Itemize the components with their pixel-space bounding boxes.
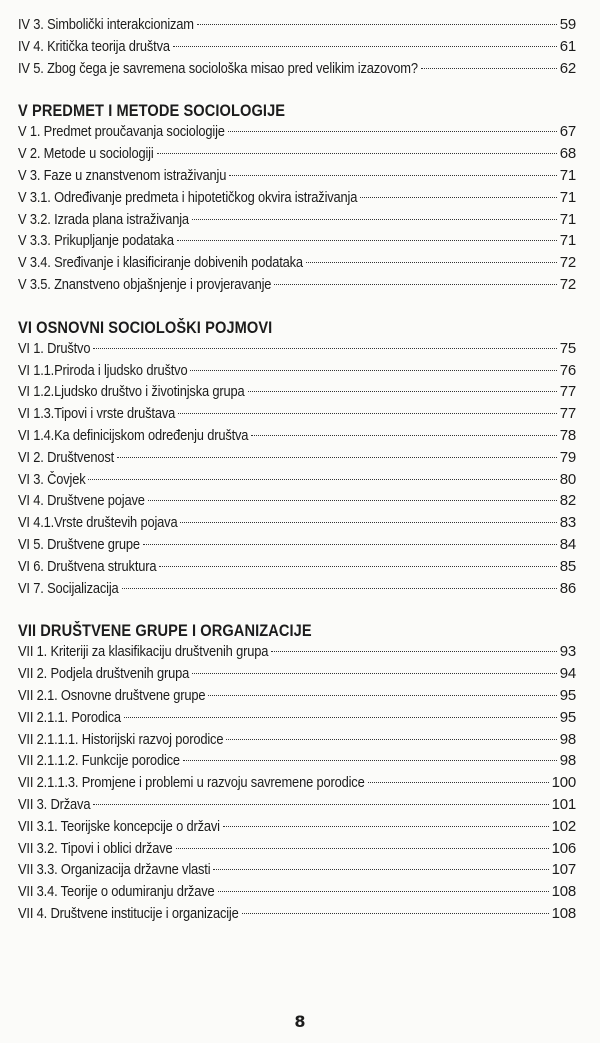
dot-leader	[192, 219, 557, 220]
toc-entry-page: 71	[559, 188, 576, 206]
toc-entry-page: 82	[559, 492, 576, 510]
toc-entry	[18, 772, 576, 794]
page-number: 8	[294, 1012, 306, 1031]
dot-leader	[176, 848, 549, 849]
toc-entry-label: VII 2.1.1.3. Promjene i problemi u razvoju savremene porodice	[18, 774, 365, 792]
toc-entry-label: VII 2.1. Osnovne društvene grupe	[18, 686, 206, 704]
toc-entry	[18, 816, 576, 838]
toc-entry-label: V 3.5. Znanstveno objašnjenje i provjeravanje	[18, 275, 272, 293]
toc-entry-page: 95	[559, 708, 576, 726]
toc-entry	[18, 838, 576, 860]
toc-entry-label: V 3.1. Određivanje predmeta i hipotetičkog okvira istraživanja	[18, 188, 358, 206]
toc-entry	[18, 425, 576, 447]
toc-entry-label: VI 1. Društvo	[18, 339, 91, 357]
dot-leader	[229, 175, 557, 176]
toc-entry-label: V 1. Predmet proučavanja sociologije	[18, 123, 225, 141]
toc-entry-page: 101	[551, 795, 576, 813]
toc-entry	[18, 534, 576, 556]
toc-entry	[18, 230, 576, 252]
toc-intro-entries	[18, 14, 576, 79]
toc-entry	[18, 403, 576, 425]
dot-leader	[226, 739, 556, 740]
toc-entry	[18, 881, 576, 903]
toc-entry	[18, 36, 576, 58]
toc-sections	[18, 79, 576, 924]
section-heading: V PREDMET I METODE SOCIOLOGIJE	[18, 101, 286, 121]
dot-leader	[208, 695, 556, 696]
dot-leader	[88, 479, 556, 480]
dot-leader	[117, 457, 557, 458]
toc-entry-page: 77	[559, 383, 576, 401]
dot-leader	[271, 651, 556, 652]
toc-entry	[18, 381, 576, 403]
toc-entry-label: VI 3. Čovjek	[18, 470, 86, 488]
dot-leader	[159, 566, 556, 567]
toc-entry-page: 76	[559, 361, 576, 379]
toc-entry	[18, 903, 576, 925]
toc-entry	[18, 143, 576, 165]
toc-entry	[18, 512, 576, 534]
dot-leader	[421, 68, 557, 69]
toc-entry-page: 78	[559, 426, 576, 444]
toc-entry-label: V 3.2. Izrada plana istraživanja	[18, 210, 189, 228]
section-heading: VI OSNOVNI SOCIOLOŠKI POJMOVI	[18, 317, 273, 337]
toc-entry-page: 108	[551, 883, 576, 901]
dot-leader	[306, 262, 557, 263]
toc-entry-page: 68	[559, 145, 576, 163]
dot-leader	[157, 153, 557, 154]
toc-entry	[18, 556, 576, 578]
toc-entry-page: 72	[559, 254, 576, 272]
toc-entry	[18, 794, 576, 816]
toc-entry	[18, 274, 576, 296]
dot-leader	[173, 46, 557, 47]
toc-entry-label: IV 4. Kritička teorija društva	[18, 37, 170, 55]
dot-leader	[124, 717, 557, 718]
toc-entry	[18, 187, 576, 209]
toc-entry-page: 98	[559, 752, 576, 770]
toc-entry-label: VI 1.2.Ljudsko društvo i životinjska grupa	[18, 383, 245, 401]
toc-entry-page: 71	[559, 166, 576, 184]
toc-entry-page: 106	[551, 839, 576, 857]
dot-leader	[274, 284, 556, 285]
toc-entry	[18, 578, 576, 600]
dot-leader	[178, 413, 557, 414]
toc-entry-label: VII 3.3. Organizacija državne vlasti	[18, 861, 211, 879]
toc-entry	[18, 14, 576, 36]
dot-leader	[190, 370, 556, 371]
toc-entry-page: 86	[559, 579, 576, 597]
toc-entry-page: 62	[559, 59, 576, 77]
toc-entry	[18, 58, 576, 80]
toc-entry-label: V 2. Metode u sociologiji	[18, 145, 154, 163]
toc-entry-label: VI 1.1.Priroda i ljudsko društvo	[18, 361, 188, 379]
dot-leader	[143, 544, 557, 545]
dot-leader	[148, 500, 557, 501]
dot-leader	[180, 522, 556, 523]
toc-entry-page: 107	[551, 861, 576, 879]
toc-entry	[18, 490, 576, 512]
dot-leader	[251, 435, 556, 436]
toc-entry-label: VII 2. Podjela društvenih grupa	[18, 665, 190, 683]
toc-entry-page: 94	[559, 665, 576, 683]
toc-entry-label: VI 1.3.Tipovi i vrste društava	[18, 405, 176, 423]
toc-entry	[18, 707, 576, 729]
toc-entry-label: VI 4.1.Vrste društevih pojava	[18, 514, 178, 532]
toc-entry-page: 93	[559, 643, 576, 661]
toc-entry-label: VII 1. Kriteriji za klasifikaciju društvenih grupa	[18, 643, 269, 661]
dot-leader	[360, 197, 556, 198]
toc-entry-page: 72	[559, 275, 576, 293]
toc-entry-page: 71	[559, 232, 576, 250]
toc-entry-page: 85	[559, 557, 576, 575]
toc-entry-label: VI 7. Socijalizacija	[18, 579, 119, 597]
toc-entry-label: VI 6. Društvena struktura	[18, 557, 157, 575]
dot-leader	[248, 391, 557, 392]
toc-entry-label: IV 3. Simbolički interakcionizam	[18, 16, 194, 33]
toc-entry	[18, 469, 576, 491]
toc-entry-label: VII 3.4. Teorije o odumiranju države	[18, 883, 215, 901]
dot-leader	[218, 891, 549, 892]
dot-leader	[223, 826, 549, 827]
toc-entry-label: VI 1.4.Ka definicijskom određenju društva	[18, 426, 249, 444]
toc-entry	[18, 447, 576, 469]
toc-entry-page: 108	[551, 904, 576, 922]
toc-entry-page: 79	[559, 448, 576, 466]
section-heading: VII DRUŠTVENE GRUPE I ORGANIZACIJE	[18, 621, 312, 641]
dot-leader	[93, 348, 556, 349]
section-gap	[18, 79, 576, 100]
dot-leader	[368, 782, 549, 783]
toc-entry-label: VII 2.1.1.1. Historijski razvoj porodice	[18, 730, 224, 748]
toc-entry-page: 61	[559, 37, 576, 55]
toc-entry-label: VII 4. Društvene institucije i organizacije	[18, 904, 239, 922]
toc-entry-page: 95	[559, 686, 576, 704]
toc-entry-page: 59	[559, 16, 576, 33]
toc-entry	[18, 252, 576, 274]
toc-entry-page: 75	[559, 339, 576, 357]
toc-entry	[18, 750, 576, 772]
dot-leader	[228, 131, 557, 132]
dot-leader	[183, 760, 557, 761]
toc-entry-label: IV 5. Zbog čega je savremena sociološka misao pred velikim izazovom?	[18, 59, 418, 77]
toc-entry	[18, 685, 576, 707]
toc-entry-page: 67	[559, 123, 576, 141]
toc-entry-label: V 3.4. Sređivanje i klasificiranje dobivenih podataka	[18, 254, 303, 272]
toc-entry	[18, 209, 576, 231]
toc-entry-page: 83	[559, 514, 576, 532]
dot-leader	[122, 588, 557, 589]
toc-entry-label: VII 2.1.1. Porodica	[18, 708, 121, 726]
toc-entry-label: VII 2.1.1.2. Funkcije porodice	[18, 752, 180, 770]
toc-entry	[18, 641, 576, 663]
toc-entry-label: VII 3.1. Teorijske koncepcije o državi	[18, 817, 220, 835]
toc-entry-page: 71	[559, 210, 576, 228]
section-gap	[18, 599, 576, 620]
toc-entry	[18, 360, 576, 382]
toc-entry-page: 102	[551, 817, 576, 835]
dot-leader	[93, 804, 548, 805]
toc-entry	[18, 663, 576, 685]
dot-leader	[213, 869, 548, 870]
toc-entry-label: VI 4. Društvene pojave	[18, 492, 145, 510]
toc-entry-page: 80	[559, 470, 576, 488]
dot-leader	[242, 913, 549, 914]
dot-leader	[192, 673, 557, 674]
toc-entry-label: VII 3.2. Tipovi i oblici države	[18, 839, 173, 857]
toc-entry-page: 84	[559, 535, 576, 553]
section-gap	[18, 296, 576, 317]
toc-entry-label: VI 5. Društvene grupe	[18, 535, 140, 553]
toc-entry	[18, 338, 576, 360]
toc-entry	[18, 729, 576, 751]
toc-entry-label: VII 3. Država	[18, 795, 91, 813]
toc-entry-page: 98	[559, 730, 576, 748]
toc-entry-page: 100	[551, 774, 576, 792]
dot-leader	[197, 24, 557, 25]
toc-entry-label: V 3.3. Prikupljanje podataka	[18, 232, 174, 250]
toc-entry-page: 77	[559, 405, 576, 423]
dot-leader	[177, 240, 557, 241]
toc-entry	[18, 121, 576, 143]
toc-entry	[18, 165, 576, 187]
toc-entry-label: V 3. Faze u znanstvenom istraživanju	[18, 166, 227, 184]
toc-entry-label: VI 2. Društvenost	[18, 448, 115, 466]
toc-entry	[18, 859, 576, 881]
